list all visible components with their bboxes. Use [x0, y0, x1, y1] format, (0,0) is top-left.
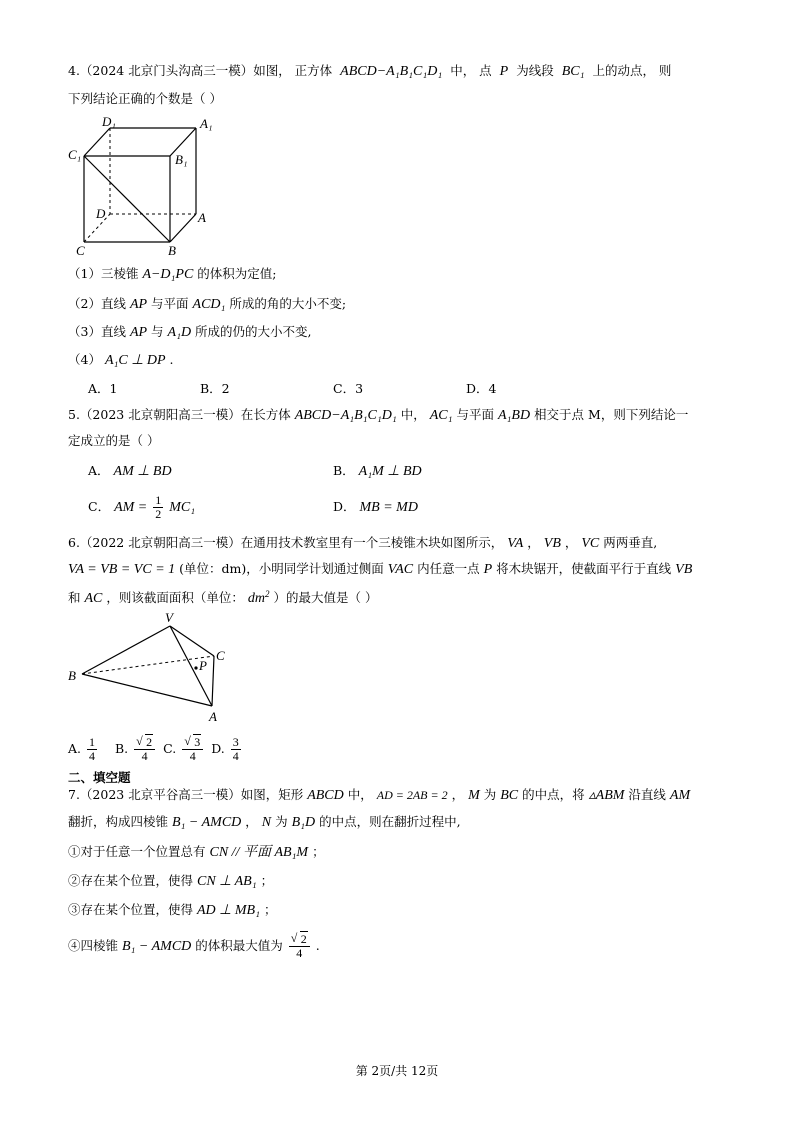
- q7-text: 沿直线: [628, 787, 666, 802]
- radicand: 3: [194, 735, 201, 749]
- q5-option-b[interactable]: [333, 462, 422, 481]
- q4-text: 所成的仍的大小不变,: [195, 324, 312, 339]
- q5-option-expr: MB = MD: [359, 500, 418, 515]
- q4-expr: A−D₁PC: [142, 267, 194, 282]
- q4-point: P: [499, 64, 509, 79]
- q7-text: ，: [451, 787, 465, 802]
- q6-line2: [68, 560, 692, 579]
- q4-segment: BC₁: [561, 64, 585, 79]
- q6-text: 内任意一点: [417, 561, 480, 576]
- q7-text: 的体积最大值为: [195, 938, 283, 953]
- q4-text: .: [169, 352, 174, 367]
- fraction-numerator: [289, 933, 310, 947]
- q6-option-b[interactable]: [114, 735, 161, 763]
- q4-statement-2: [68, 295, 346, 314]
- q4-text: 所成的角的大小不变;: [229, 296, 347, 311]
- option-label: B.: [114, 741, 129, 756]
- q6-text: 将木块锯开，使截面平行于直线: [496, 561, 672, 576]
- label-A: A: [198, 210, 206, 225]
- label-C1: C₁: [68, 147, 82, 162]
- q4-expr: A₁D: [167, 325, 192, 340]
- fraction-numerator: 3: [232, 735, 239, 749]
- fraction: [231, 736, 241, 763]
- q5-option-d[interactable]: [333, 498, 418, 517]
- q7-text: ④四棱锥: [68, 938, 119, 953]
- q4-text: 的体积为定值;: [197, 266, 277, 281]
- q4-text: 与: [151, 324, 164, 339]
- q4-option-d[interactable]: D．4: [466, 381, 497, 396]
- label-C: C: [216, 648, 225, 663]
- q7-text: 7.（2023 北京平谷高三一模）如图，矩形: [68, 787, 304, 802]
- q5-option-label: A．: [88, 463, 110, 478]
- q7-text: ，: [245, 814, 258, 829]
- q5-line2: 定成立的是（ ）: [68, 433, 160, 448]
- q7-expr: AM: [669, 788, 691, 803]
- q4-text: 中， 点: [450, 63, 492, 78]
- q7-text: ；: [312, 844, 325, 859]
- pyramid-edge-bv: [82, 626, 170, 674]
- option-label: C.: [163, 741, 177, 756]
- pyramid-edge-ba: [82, 674, 212, 706]
- q4-text: （3）直线: [68, 324, 126, 339]
- radicand: 2: [300, 932, 307, 946]
- q4-cube-figure: [66, 112, 226, 260]
- q4-expr: A₁C ⊥ DP: [104, 353, 166, 368]
- q7-text: ；: [260, 873, 274, 888]
- q5-expr: A₁BD: [497, 408, 531, 423]
- cube-diagonal: [84, 156, 170, 242]
- q4-statement-1: [68, 265, 277, 284]
- pyramid-edge-ca: [212, 656, 214, 706]
- q6-expr: P: [483, 562, 493, 577]
- q6-text: ）的最大值是（ ）: [273, 590, 378, 605]
- fraction-numerator: 1: [155, 493, 162, 507]
- q7-expr: B₁ − AMCD: [122, 939, 192, 954]
- label-D1: D₁: [102, 114, 116, 129]
- q4-option-a[interactable]: A．1: [88, 381, 118, 396]
- fraction: [134, 736, 155, 763]
- q5-option-a[interactable]: [88, 462, 172, 481]
- sqrt-sign: [291, 933, 308, 946]
- q6-option-d[interactable]: [211, 735, 243, 763]
- q4-text: 上的动点， 则: [592, 63, 672, 78]
- q7-statement-2: [68, 872, 273, 891]
- q6-text: ，: [564, 535, 578, 550]
- q4-cube-name: ABCD−A₁B₁C₁D₁: [340, 64, 443, 79]
- cube-edge: [170, 214, 196, 242]
- q6-line3: [68, 585, 377, 608]
- q7-expr: BC: [500, 788, 519, 803]
- pyramid-edge-vc: [170, 626, 214, 656]
- q6-expr: VA: [507, 536, 524, 551]
- sqrt-sign: [136, 736, 153, 749]
- option-label: D.: [211, 741, 225, 756]
- q5-option-expr: A₁M ⊥ BD: [358, 464, 422, 479]
- q7-text: 的中点，则在翻折过程中,: [319, 814, 461, 829]
- unit-exponent: 2: [265, 589, 270, 599]
- q4-text: 与平面: [151, 296, 189, 311]
- page-footer: 第 2页/共 12页: [355, 1064, 439, 1078]
- q7-expr: B₁ − AMCD: [172, 815, 242, 830]
- q7-expr: AD ⊥ MB₁: [197, 903, 260, 918]
- label-D: D: [96, 206, 106, 221]
- q4-expr: ACD₁: [192, 297, 226, 312]
- q5-expr: AC₁: [429, 408, 453, 423]
- label-P: P: [199, 658, 207, 673]
- q7-line2: [68, 813, 461, 832]
- q6-text: ，: [527, 535, 540, 550]
- q7-line1: [68, 786, 690, 805]
- label-B: B: [168, 243, 176, 258]
- q7-text: 的中点，将: [522, 787, 585, 802]
- q5-option-c[interactable]: [88, 492, 195, 523]
- q4-text: 4.（2024 北京门头沟高三一模）如图， 正方体: [68, 63, 333, 78]
- q6-text: (单位：dm)，小明同学计划通过侧面: [179, 561, 384, 576]
- q5-text: 相交于点 M，则下列结论一: [534, 407, 689, 422]
- q7-statement-4: [68, 928, 320, 965]
- q5-line1: [68, 406, 688, 425]
- q5-expr: ABCD−A₁B₁C₁D₁: [294, 408, 397, 423]
- q7-statement-3: [68, 901, 276, 920]
- section-heading: 二、填空题: [68, 770, 131, 785]
- q7-expr: N: [261, 815, 272, 830]
- fraction-denominator: 4: [141, 749, 148, 763]
- q6-text: 6.（2022 北京朝阳高三一模）在通用技术教室里有一个三棱锥木块如图所示，: [68, 535, 504, 550]
- q5-option-expr: AM =: [114, 500, 148, 515]
- q4-expr: AP: [129, 325, 148, 340]
- q6-expr: AC: [84, 591, 103, 606]
- q4-expr: AP: [129, 297, 148, 312]
- option-label: A.: [68, 741, 82, 756]
- q6-expr: VC: [581, 536, 600, 551]
- q7-text: ②存在某个位置，使得: [68, 873, 194, 888]
- fraction: [289, 933, 310, 960]
- q5-option-label: D．: [333, 499, 356, 514]
- q4-statement-4: [68, 351, 174, 370]
- q7-text: .: [315, 938, 320, 953]
- q4-option-c[interactable]: C．3: [333, 381, 364, 396]
- q6-option-a[interactable]: [68, 735, 103, 763]
- radicand: 2: [146, 735, 153, 749]
- q7-text: 为: [483, 787, 497, 802]
- q6-expr: VA = VB = VC = 1: [68, 562, 176, 577]
- q4-statement-3: [68, 323, 312, 342]
- q4-option-b[interactable]: B．2: [200, 381, 230, 396]
- label-B: B: [68, 668, 76, 683]
- q6-expr: VB: [675, 562, 693, 577]
- q6-expr: VAC: [387, 562, 414, 577]
- cube-edge: [84, 128, 110, 156]
- q6-unit: [248, 591, 270, 606]
- fraction-denominator: 4: [89, 749, 95, 763]
- q6-text: 两两垂直,: [603, 535, 658, 550]
- q7-expr: CN // 平面 AB₁M: [209, 845, 309, 860]
- fraction: [153, 494, 163, 521]
- point-p: [194, 666, 197, 669]
- q4-line2: 下列结论正确的个数是（ ）: [68, 91, 222, 106]
- q4-text: （1）三棱锥: [68, 266, 139, 281]
- fraction-denominator: 2: [155, 507, 162, 521]
- q5-text: 中，: [400, 407, 426, 422]
- label-B1: B₁: [175, 152, 188, 167]
- unit-text: dm: [247, 591, 265, 606]
- fraction: [182, 736, 203, 763]
- q5-text: 与平面: [456, 407, 494, 422]
- fraction-numerator: [182, 736, 203, 750]
- q7-text: ；: [263, 902, 277, 917]
- q6-options: [68, 733, 243, 765]
- q5-text: 5.（2023 北京朝阳高三一模）在长方体: [68, 407, 291, 422]
- q6-line1: [68, 534, 657, 553]
- q7-text: 中，: [347, 787, 373, 802]
- q7-expr: CN ⊥ AB₁: [197, 874, 257, 889]
- q6-text: 和: [68, 590, 81, 605]
- q7-text: 翻折，构成四棱锥: [68, 814, 169, 829]
- fraction-denominator: 4: [296, 946, 303, 960]
- label-A: A: [209, 709, 217, 724]
- q5-option-label: C．: [88, 499, 111, 514]
- q4-text: （4）: [68, 352, 101, 367]
- q6-expr: VB: [543, 536, 561, 551]
- q4-line1: [68, 62, 671, 81]
- q7-statement-1: [68, 843, 325, 862]
- q7-text: 为: [275, 814, 288, 829]
- q7-expr: AD = 2AB = 2: [376, 788, 448, 802]
- q7-expr: M: [468, 788, 480, 803]
- q7-expr: ABCD: [307, 788, 344, 803]
- fraction-numerator: [134, 736, 155, 750]
- fraction: [87, 736, 97, 763]
- q4-text: 为线段: [516, 63, 554, 78]
- label-V: V: [165, 610, 173, 625]
- q4-text: （2）直线: [68, 296, 126, 311]
- q7-text: ①对于任意一个位置总有: [68, 844, 206, 859]
- q6-text: ，则该截面面积（单位：: [106, 590, 244, 605]
- label-A1: A₁: [200, 116, 213, 131]
- q5-option-expr: MC₁: [169, 500, 196, 515]
- fraction-denominator: 4: [189, 749, 196, 763]
- label-C: C: [76, 243, 85, 258]
- q6-pyramid-figure: [66, 608, 246, 726]
- sqrt-sign: [184, 736, 201, 749]
- q7-expr: B₁D: [291, 815, 316, 830]
- q7-expr: ▵ABM: [588, 788, 625, 803]
- q5-option-expr: AM ⊥ BD: [113, 464, 172, 479]
- fraction-denominator: 4: [232, 749, 239, 763]
- q5-option-label: B．: [333, 463, 355, 478]
- q6-option-c[interactable]: [163, 735, 209, 763]
- fraction-numerator: 1: [89, 735, 95, 749]
- q7-text: ③存在某个位置，使得: [68, 902, 194, 917]
